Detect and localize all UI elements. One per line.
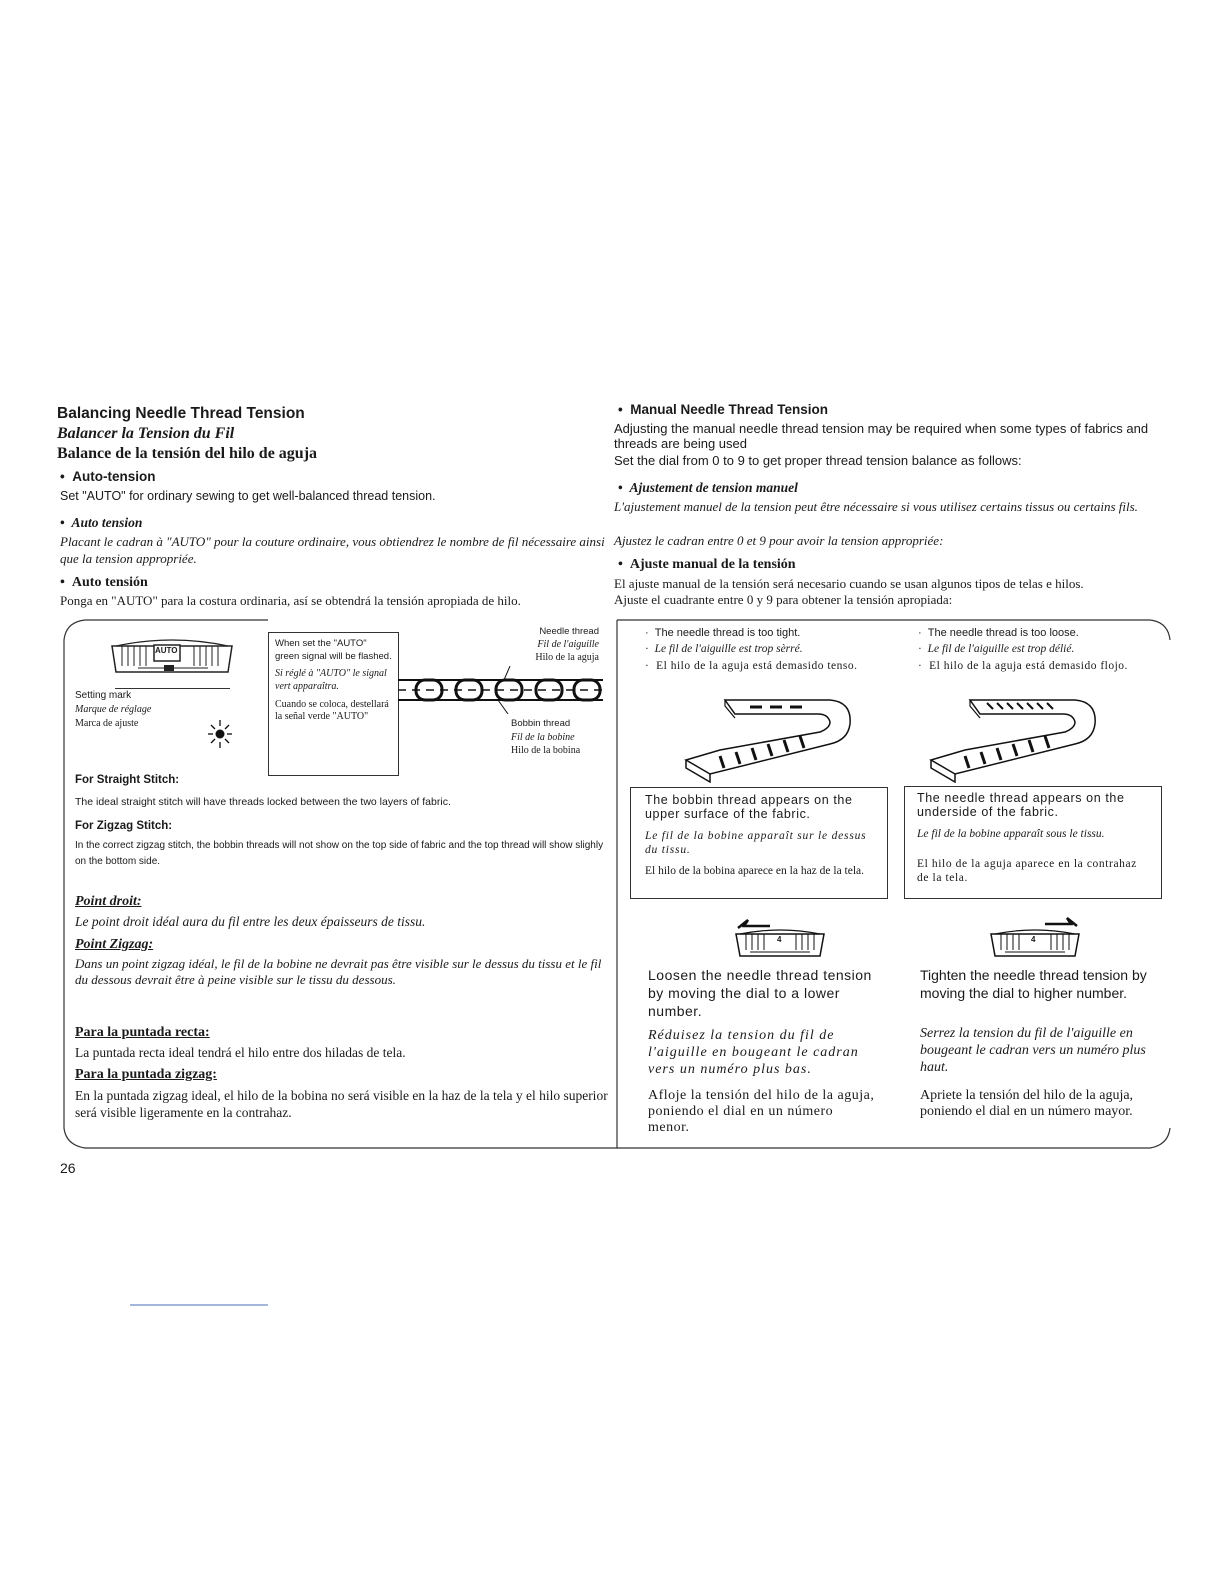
- setting-mark-es: Marca de ajuste: [75, 718, 139, 729]
- setting-mark-fr: Marque de réglage: [75, 704, 152, 715]
- tight-fr: · Le fil de l'aiguille est trop sèrré.: [645, 643, 803, 655]
- title-en: Balancing Needle Thread Tension: [57, 405, 305, 422]
- auto-en-text: Set "AUTO" for ordinary sewing to get well-balanced thread tension.: [60, 489, 436, 503]
- straight-text: The ideal straight stitch will have threads locked between the two layers of fabric.: [75, 796, 451, 808]
- dial-underline: [115, 688, 230, 689]
- auto-es-text: Ponga en "AUTO" para la costura ordinaria, así se obtendrá la tensión apropiada de hilo.: [60, 593, 521, 608]
- dial-label: AUTO: [155, 646, 178, 655]
- manual-en-heading: • Manual Needle Thread Tension: [618, 402, 828, 417]
- manual-fr-text2: Ajustez le cadran entre 0 et 9 pour avoir la tension appropriée:: [614, 533, 944, 548]
- loose-es: · El hilo de la aguja está demasido flojo.: [918, 659, 1158, 674]
- auto-note-box: [268, 632, 399, 776]
- straight-stitch-illustration: [398, 666, 603, 714]
- puntada-zigzag-heading: Para la puntada zigzag:: [75, 1067, 217, 1082]
- tight-en: · The needle thread is too tight.: [645, 627, 800, 639]
- bobbin-thread-en: Bobbin thread: [511, 718, 571, 729]
- needle-thread-en: Needle thread: [539, 626, 599, 637]
- note-fr: Si réglé à "AUTO" le signal vert apparaîtra.: [275, 668, 387, 692]
- manual-fr-heading: • Ajustement de tension manuel: [618, 480, 798, 496]
- flashing-light-icon: [200, 718, 240, 750]
- loosen-es: Afloje la tensión del hilo de la aguja, poniendo el dial en un número menor.: [648, 1088, 875, 1135]
- zigzag-text: In the correct zigzag stitch, the bobbin threads will not show on the top side of fabric and the top thread will show slighly on the bottom side.: [75, 840, 604, 867]
- puntada-recta-heading: Para la puntada recta:: [75, 1025, 210, 1040]
- auto-en-heading: • Auto-tension: [60, 469, 155, 484]
- tight-box-es: El hilo de la bobina aparece en la haz de la tela.: [645, 865, 865, 877]
- loose-box-es: El hilo de la aguja aparece en la contrahaz de la tela.: [917, 858, 1137, 884]
- loosen-en: Loosen the needle thread tension by moving the dial to a lower number.: [648, 967, 872, 1019]
- straight-heading: For Straight Stitch:: [75, 774, 180, 786]
- loosen-fr: Réduisez la tension du fil de l'aiguille en bougeant le cadran vers un numéro plus bas.: [648, 1028, 859, 1077]
- point-zigzag-text: Dans un point zigzag idéal, le fil de la bobine ne devrait pas être visible sur le dessus du tissu et le fil du dessous devrait être à peine visible sur le tissu du dessous.: [75, 956, 602, 987]
- tight-box-en: The bobbin thread appears on the upper surface of the fabric.: [645, 793, 853, 821]
- tight-fabric-illustration: [680, 688, 865, 783]
- manual-fr-text1: L'ajustement manuel de la tension peut être nécessaire si vous utilisez certains tissus ou certains fils.: [614, 499, 1138, 514]
- auto-es-heading: • Auto tensión: [60, 575, 148, 591]
- needle-thread-es: Hilo de la aguja: [535, 652, 599, 663]
- puntada-zigzag-text: En la puntada zigzag ideal, el hilo de la bobina no será visible en la haz de la tela y el hilo superior será visible ligeramente en la contrahaz.: [75, 1088, 608, 1120]
- manual-es-text1: El ajuste manual de la tensión será necesario cuando se usan algunos tipos de telas e hilos.: [614, 576, 1084, 591]
- tighten-fr: Serrez la tension du fil de l'aiguille en bougeant le cadran vers un numéro plus haut.: [920, 1026, 1146, 1075]
- tight-es: · El hilo de la aguja está demasido tenso.: [645, 659, 875, 674]
- point-droit-heading: Point droit:: [75, 894, 142, 909]
- loosen-dial-number: 4: [777, 935, 782, 944]
- note-en: When set the "AUTO" green signal will be flashed.: [275, 638, 392, 662]
- manual-en-text1: Adjusting the manual needle thread tension may be required when some types of fabrics and threads are being used: [614, 421, 1149, 451]
- point-zigzag-heading: Point Zigzag:: [75, 937, 154, 952]
- manual-es-heading: • Ajuste manual de la tensión: [618, 557, 796, 573]
- manual-es-text2: Ajuste el cuadrante entre 0 y 9 para obtener la tensión apropiada:: [614, 592, 953, 607]
- note-es: Cuando se coloca, destellará la señal verde "AUTO": [275, 699, 389, 722]
- auto-fr-text: Placant le cadran à "AUTO" pour la couture ordinaire, vous obtiendrez le nombre de fil nécessaire ainsi que la tension appropriée.: [60, 534, 605, 566]
- title-fr: Balancer la Tension du Fil: [57, 425, 235, 442]
- loose-result-box: [904, 786, 1162, 899]
- puntada-recta-text: La puntada recta ideal tendrá el hilo entre dos hiladas de tela.: [75, 1045, 406, 1060]
- bobbin-thread-es: Hilo de la bobina: [511, 745, 581, 756]
- page-number: 26: [60, 1160, 76, 1176]
- tight-box-fr: Le fil de la bobine apparaît sur le dessus du tissu.: [645, 830, 867, 856]
- tight-result-box: [630, 787, 888, 899]
- auto-fr-heading: • Auto tension: [60, 515, 142, 531]
- loose-box-fr: Le fil de la bobine apparaît sous le tissu.: [917, 828, 1105, 840]
- setting-mark-en: Setting mark: [75, 690, 132, 701]
- bobbin-thread-fr: Fil de la bobine: [511, 732, 575, 743]
- tighten-es: Apriete la tensión del hilo de la aguja, poniendo el dial en un número mayor.: [920, 1088, 1134, 1119]
- loose-fr: · Le fil de l'aiguille est trop délié.: [918, 643, 1074, 655]
- tighten-en: Tighten the needle thread tension by moving the dial to higher number.: [920, 967, 1147, 1001]
- manual-en-text2: Set the dial from 0 to 9 to get proper thread tension balance as follows:: [614, 453, 1022, 468]
- needle-thread-fr: Fil de l'aiguille: [537, 639, 599, 650]
- loose-box-en: The needle thread appears on the underside of the fabric.: [917, 791, 1125, 819]
- loose-en: · The needle thread is too loose.: [918, 627, 1079, 639]
- title-es: Balance de la tensión del hilo de aguja: [57, 445, 318, 462]
- tighten-dial-number: 4: [1031, 935, 1036, 944]
- loose-fabric-illustration: [925, 688, 1110, 783]
- point-droit-text: Le point droit idéal aura du fil entre les deux épaisseurs de tissu.: [75, 914, 426, 929]
- zigzag-heading: For Zigzag Stitch:: [75, 820, 173, 832]
